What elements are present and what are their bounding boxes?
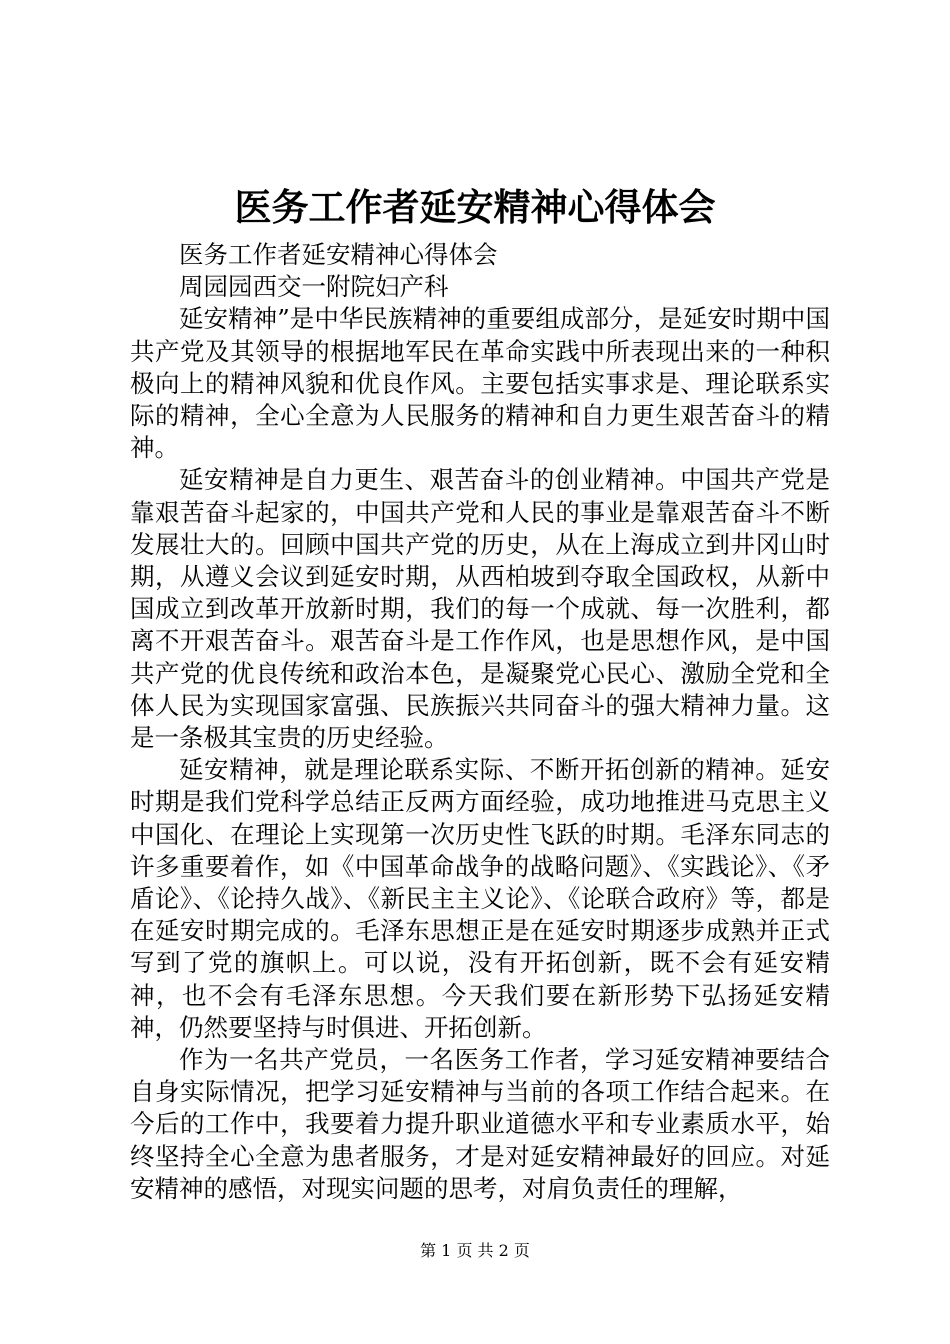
subtitle-line: 医务工作者延安精神心得体会 [179, 240, 498, 269]
paragraph: 作为一名共产党员，一名医务工作者，学习延安精神要结合自身实际情况，把学习延安精神与当前的各项工作结合起来。在今后的工作中，我要着力提升职业道德水平和专业素质水平，始终坚持全心全意为患者服务，才是对延安精神最好的回应。对延安精神的感悟，对现实问题的思考，对肩负责任的理解， [130, 1045, 830, 1203]
author-line: 周园园西交一附院妇产科 [179, 272, 449, 302]
document-title: 医务工作者延安精神心得体会 [234, 185, 716, 229]
page-number-footer: 第 1 页 共 2 页 [420, 1241, 530, 1260]
document-body [130, 239, 830, 1205]
paragraph: 延安精神”是中华民族精神的重要组成部分，是延安时期中国共产党及其领导的根据地军民在革命实践中所表现出来的一种积极向上的精神风貌和优良作风。主要包括实事求是、理论联系实际的精神，全心全意为人民服务的精神和自力更生艰苦奋斗的精神。 [130, 304, 830, 463]
paragraph: 延安精神是自力更生、艰苦奋斗的创业精神。中国共产党是靠艰苦奋斗起家的，中国共产党和人民的事业是靠艰苦奋斗不断发展壮大的。回顾中国共产党的历史，从在上海成立到井冈山时期，从遵义会议到延安时期，从西柏坡到夺取全国政权，从新中国成立到改革开放新时期，我们的每一个成就、每一次胜利，都离不开艰苦奋斗。艰苦奋斗是工作作风，也是思想作风，是中国共产党的优良传统和政治本色，是凝聚党心民心、激励全党和全体人民为实现国家富强、民族振兴共同奋斗的强大精神力量。这是一条极其宝贵的历史经验。 [130, 465, 830, 753]
paragraph: 延安精神，就是理论联系实际、不断开拓创新的精神。延安时期是我们党科学总结正反两方面经验，成功地推进马克思主义中国化、在理论上实现第一次历史性飞跃的时期。毛泽东同志的许多重要着作，如《中国革命战争的战略问题》、《实践论》、《矛盾论》、《论持久战》、《新民主主义论》、《论联合政府》等，都是在延安时期完成的。毛泽东思想正是在延安时期逐步成熟并正式写到了党的旗帜上。可以说，没有开拓创新，既不会有延安精神，也不会有毛泽东思想。今天我们要在新形势下弘扬延安精神，仍然要坚持与时俱进、开拓创新。 [130, 755, 830, 1042]
